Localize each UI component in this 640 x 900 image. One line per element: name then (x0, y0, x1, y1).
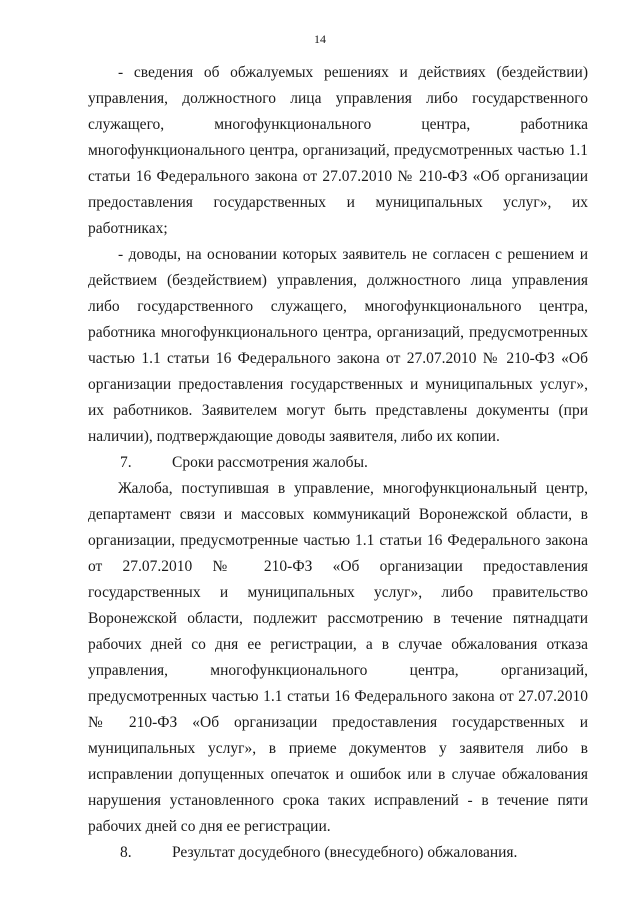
section-number-7: 7. (120, 454, 132, 471)
paragraph-complaint-arguments: - доводы, на основании которых заявитель не согласен с решением и действием (бездействием) управления, должностного лица управления либо государственного служащего, многофункционального центра, работника многофункционального центра, организаций, предусмотренных частью 1.1 статьи 16 Федерального закона от 27.07.2010 № 210-ФЗ «Об организации предоставления государственных и муниципальных услуг», их работников. Заявителем могут быть представлены документы (при наличии), подтверждающие доводы заявителя, либо их копии. (88, 246, 588, 445)
section-title-8: Результат досудебного (внесудебного) обжалования. (172, 844, 518, 861)
paragraph-complaint-details: - сведения об обжалуемых решениях и действиях (бездействии) управления, должностного лица управления либо государственного служащего, многофункционального центра, работника многофункционального центра, организаций, предусмотренных частью 1.1 статьи 16 Федерального закона от 27.07.2010 № 210-ФЗ «Об организации предоставления государственных и муниципальных услуг», их работниках; (88, 64, 588, 237)
page-number: 14 (314, 32, 326, 46)
paragraph-review-terms: Жалоба, поступившая в управление, многофункциональный центр, департамент связи и массовых коммуникаций Воронежской области, в организации, предусмотренные частью 1.1 статьи 16 Федерального закона от 27.07.2010 № 210-ФЗ «Об организации предоставления государственных и муниципальных услуг», либо правительство Воронежской области, подлежит рассмотрению в течение пятнадцати рабочих дней со дня ее регистрации, а в случае обжалования отказа управления, многофункционального центра, организаций, предусмотренных частью 1.1 статьи 16 Федерального закона от 27.07.2010 № 210-ФЗ «Об организации предоставления государственных и муниципальных услуг», в приеме документов у заявителя либо в исправлении допущенных опечаток и ошибок или в случае обжалования нарушения установленного срока таких исправлений - в течение пяти рабочих дней со дня ее регистрации. (88, 480, 588, 835)
document-body (88, 60, 588, 866)
section-title-7: Сроки рассмотрения жалобы. (172, 454, 368, 471)
section-heading-7 (88, 450, 588, 476)
section-number-8: 8. (120, 844, 132, 861)
section-heading-8 (88, 840, 588, 866)
